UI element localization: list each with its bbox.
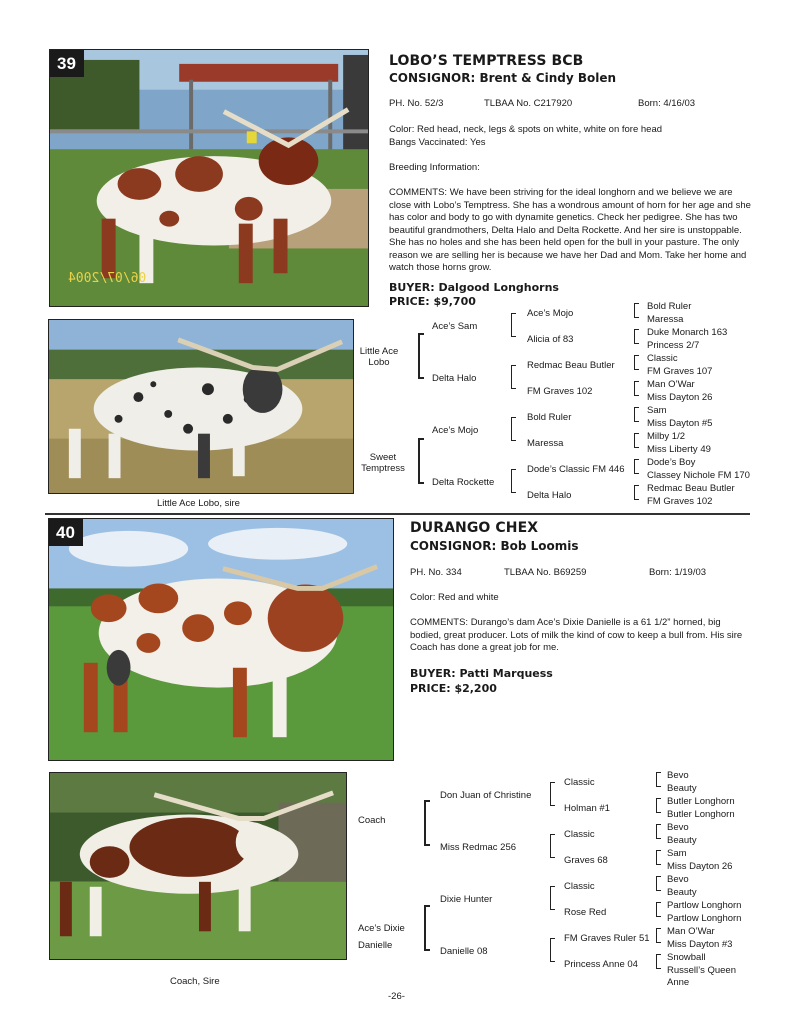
lot40-ped-g3: Butler Longhorn — [667, 796, 735, 807]
lot39-vaccinated: Bangs Vaccinated: Yes — [389, 137, 486, 148]
lot40-ped-g3: Beauty — [667, 783, 697, 794]
lot40-ped-g3: Partlow Longhorn — [667, 913, 742, 924]
lot39-ped-g3: Maressa — [647, 314, 684, 325]
lot39-ph-number: PH. No. 52/3 — [389, 98, 444, 109]
lot39-ped-g3: Miss Liberty 49 — [647, 444, 711, 455]
lot40-ped-g3: Miss Dayton 26 — [667, 861, 733, 872]
lot40-main-photo — [48, 518, 394, 761]
lot39-sire-photo — [48, 319, 354, 494]
lot39-ped-g2: Delta Halo — [527, 490, 572, 501]
lot39-ped-g3: Sam — [647, 405, 667, 416]
lot39-ped-g2: FM Graves 102 — [527, 386, 593, 397]
lot39-ped-g3: Miss Dayton #5 — [647, 418, 713, 429]
lot39-title: LOBO’S TEMPTRESS BCB — [389, 53, 584, 69]
lot40-ped-g2: Graves 68 — [564, 855, 608, 866]
lot39-tlbaa-number: TLBAA No. C217920 — [484, 98, 573, 109]
lot39-ped-g3: FM Graves 102 — [647, 496, 713, 507]
lot39-consignor: CONSIGNOR: Brent & Cindy Bolen — [389, 71, 617, 85]
lot39-born: Born: 4/16/03 — [638, 98, 696, 109]
lot40-ped-g2: FM Graves Ruler 51 — [564, 933, 650, 944]
page-number: -26- — [388, 991, 405, 1002]
lot40-ped-dam: Ace’s Dixie Danielle — [358, 923, 405, 951]
lot39-ped-g2: Ace’s Mojo — [527, 308, 574, 319]
lot40-ped-g2: Classic — [564, 777, 595, 788]
lot39-ped-g1: Delta Rockette — [432, 477, 495, 488]
lot40-comments: COMMENTS: Durango’s dam Ace’s Dixie Danielle is a 61 1/2” horned, big bodied, great producer. Lots of milk the kind of cow to keep a bull from. His sire Coach has done a great job for me. — [410, 617, 743, 653]
lot40-sire-caption: Coach, Sire — [170, 976, 220, 987]
lot39-main-photo — [49, 49, 369, 307]
lot40-ped-g3: Partlow Longhorn — [667, 900, 742, 911]
lot40-ph-number: PH. No. 334 — [410, 567, 462, 578]
lot40-ped-g3: Miss Dayton #3 — [667, 939, 733, 950]
lot39-comments: COMMENTS: We have been striving for the ideal longhorn and we believe we are close with Lobo’s Temptress. She has a wondrous amount of horn for her age and she has color and body to go with dynamite genetics. Check her pedigree. She has two beautiful grandmothers, Delta Halo and Delta Rockette. And her sire is unstoppable. She has no holes and she has been held open for the bull in your pasture. The only reason we are selling her is because we have her Dad and Mom. Take her home and watch those horns grow. — [389, 187, 751, 273]
lot40-ped-g2: Holman #1 — [564, 803, 610, 814]
lot40-ped-g1: Don Juan of Christine — [440, 790, 532, 801]
lot40-ped-g1: Miss Redmac 256 — [440, 842, 517, 853]
lot40-ped-g2: Classic — [564, 881, 595, 892]
lot39-ped-g3: Classic — [647, 353, 678, 364]
lot40-ped-g3: Russell’s Queen Anne — [667, 965, 737, 988]
lot39-ped-g3: Classey Nichole FM 170 — [647, 470, 750, 481]
lot40-ped-g2: Classic — [564, 829, 595, 840]
lot40-ped-g3: Beauty — [667, 835, 697, 846]
lot39-ped-g3: Dode’s Boy — [647, 457, 696, 468]
lot40-ped-g3: Bevo — [667, 874, 689, 885]
lot40-ped-g3: Bevo — [667, 770, 689, 781]
lot39-ped-g3: Princess 2/7 — [647, 340, 700, 351]
section-divider — [45, 513, 750, 515]
lot40-ped-g3: Butler Longhorn — [667, 809, 735, 820]
lot39-ped-dam: Sweet Temptress — [361, 452, 405, 474]
lot39-photo-date: 06/07/2004 — [68, 271, 147, 286]
lot40-title: DURANGO CHEX — [410, 520, 539, 536]
lot39-ped-g2: Alicia of 83 — [527, 334, 574, 345]
lot39-ped-sire: Little Ace Lobo — [359, 346, 399, 368]
lot39-sire-caption: Little Ace Lobo, sire — [157, 498, 240, 509]
lot39-ped-g2: Dode’s Classic FM 446 — [527, 464, 625, 475]
lot40-buyer: BUYER: Patti Marquess — [410, 667, 553, 680]
lot40-number-badge: 40 — [49, 519, 83, 546]
lot40-ped-g1: Danielle 08 — [440, 946, 488, 957]
lot39-ped-g2: Maressa — [527, 438, 564, 449]
lot39-ped-g3: FM Graves 107 — [647, 366, 713, 377]
lot39-ped-g3: Duke Monarch 163 — [647, 327, 728, 338]
lot39-ped-g1: Ace’s Mojo — [432, 425, 479, 436]
lot39-ped-g3: Milby 1/2 — [647, 431, 686, 442]
lot39-ped-g3: Redmac Beau Butler — [647, 483, 735, 494]
lot40-ped-g3: Bevo — [667, 822, 689, 833]
lot39-ped-g3: Man O’War — [647, 379, 695, 390]
lot40-ped-sire: Coach — [358, 815, 386, 826]
lot39-ped-g2: Bold Ruler — [527, 412, 572, 423]
lot40-tlbaa-number: TLBAA No. B69259 — [504, 567, 587, 578]
lot40-ped-g3: Beauty — [667, 887, 697, 898]
lot40-ped-g3: Snowball — [667, 952, 706, 963]
lot39-ped-g1: Delta Halo — [432, 373, 477, 384]
lot40-sire-photo — [49, 772, 347, 960]
lot39-breeding-info: Breeding Information: — [389, 162, 480, 173]
lot39-ped-g2: Redmac Beau Butler — [527, 360, 615, 371]
lot39-ped-g1: Ace’s Sam — [432, 321, 478, 332]
lot39-price: PRICE: $9,700 — [389, 295, 476, 308]
lot40-color: Color: Red and white — [410, 592, 499, 603]
lot39-number-badge: 39 — [50, 50, 84, 77]
lot39-ped-g3: Bold Ruler — [647, 301, 692, 312]
lot40-born: Born: 1/19/03 — [649, 567, 707, 578]
lot40-ped-g3: Man O’War — [667, 926, 715, 937]
lot40-price: PRICE: $2,200 — [410, 682, 497, 695]
lot40-ped-g1: Dixie Hunter — [440, 894, 493, 905]
lot39-color: Color: Red head, neck, legs & spots on white, white on fore head — [389, 124, 663, 135]
lot40-ped-g2: Princess Anne 04 — [564, 959, 638, 970]
lot40-consignor: CONSIGNOR: Bob Loomis — [410, 539, 579, 553]
lot40-ped-g2: Rose Red — [564, 907, 607, 918]
lot39-ped-g3: Miss Dayton 26 — [647, 392, 713, 403]
lot39-buyer: BUYER: Dalgood Longhorns — [389, 281, 559, 294]
lot40-ped-g3: Sam — [667, 848, 687, 859]
